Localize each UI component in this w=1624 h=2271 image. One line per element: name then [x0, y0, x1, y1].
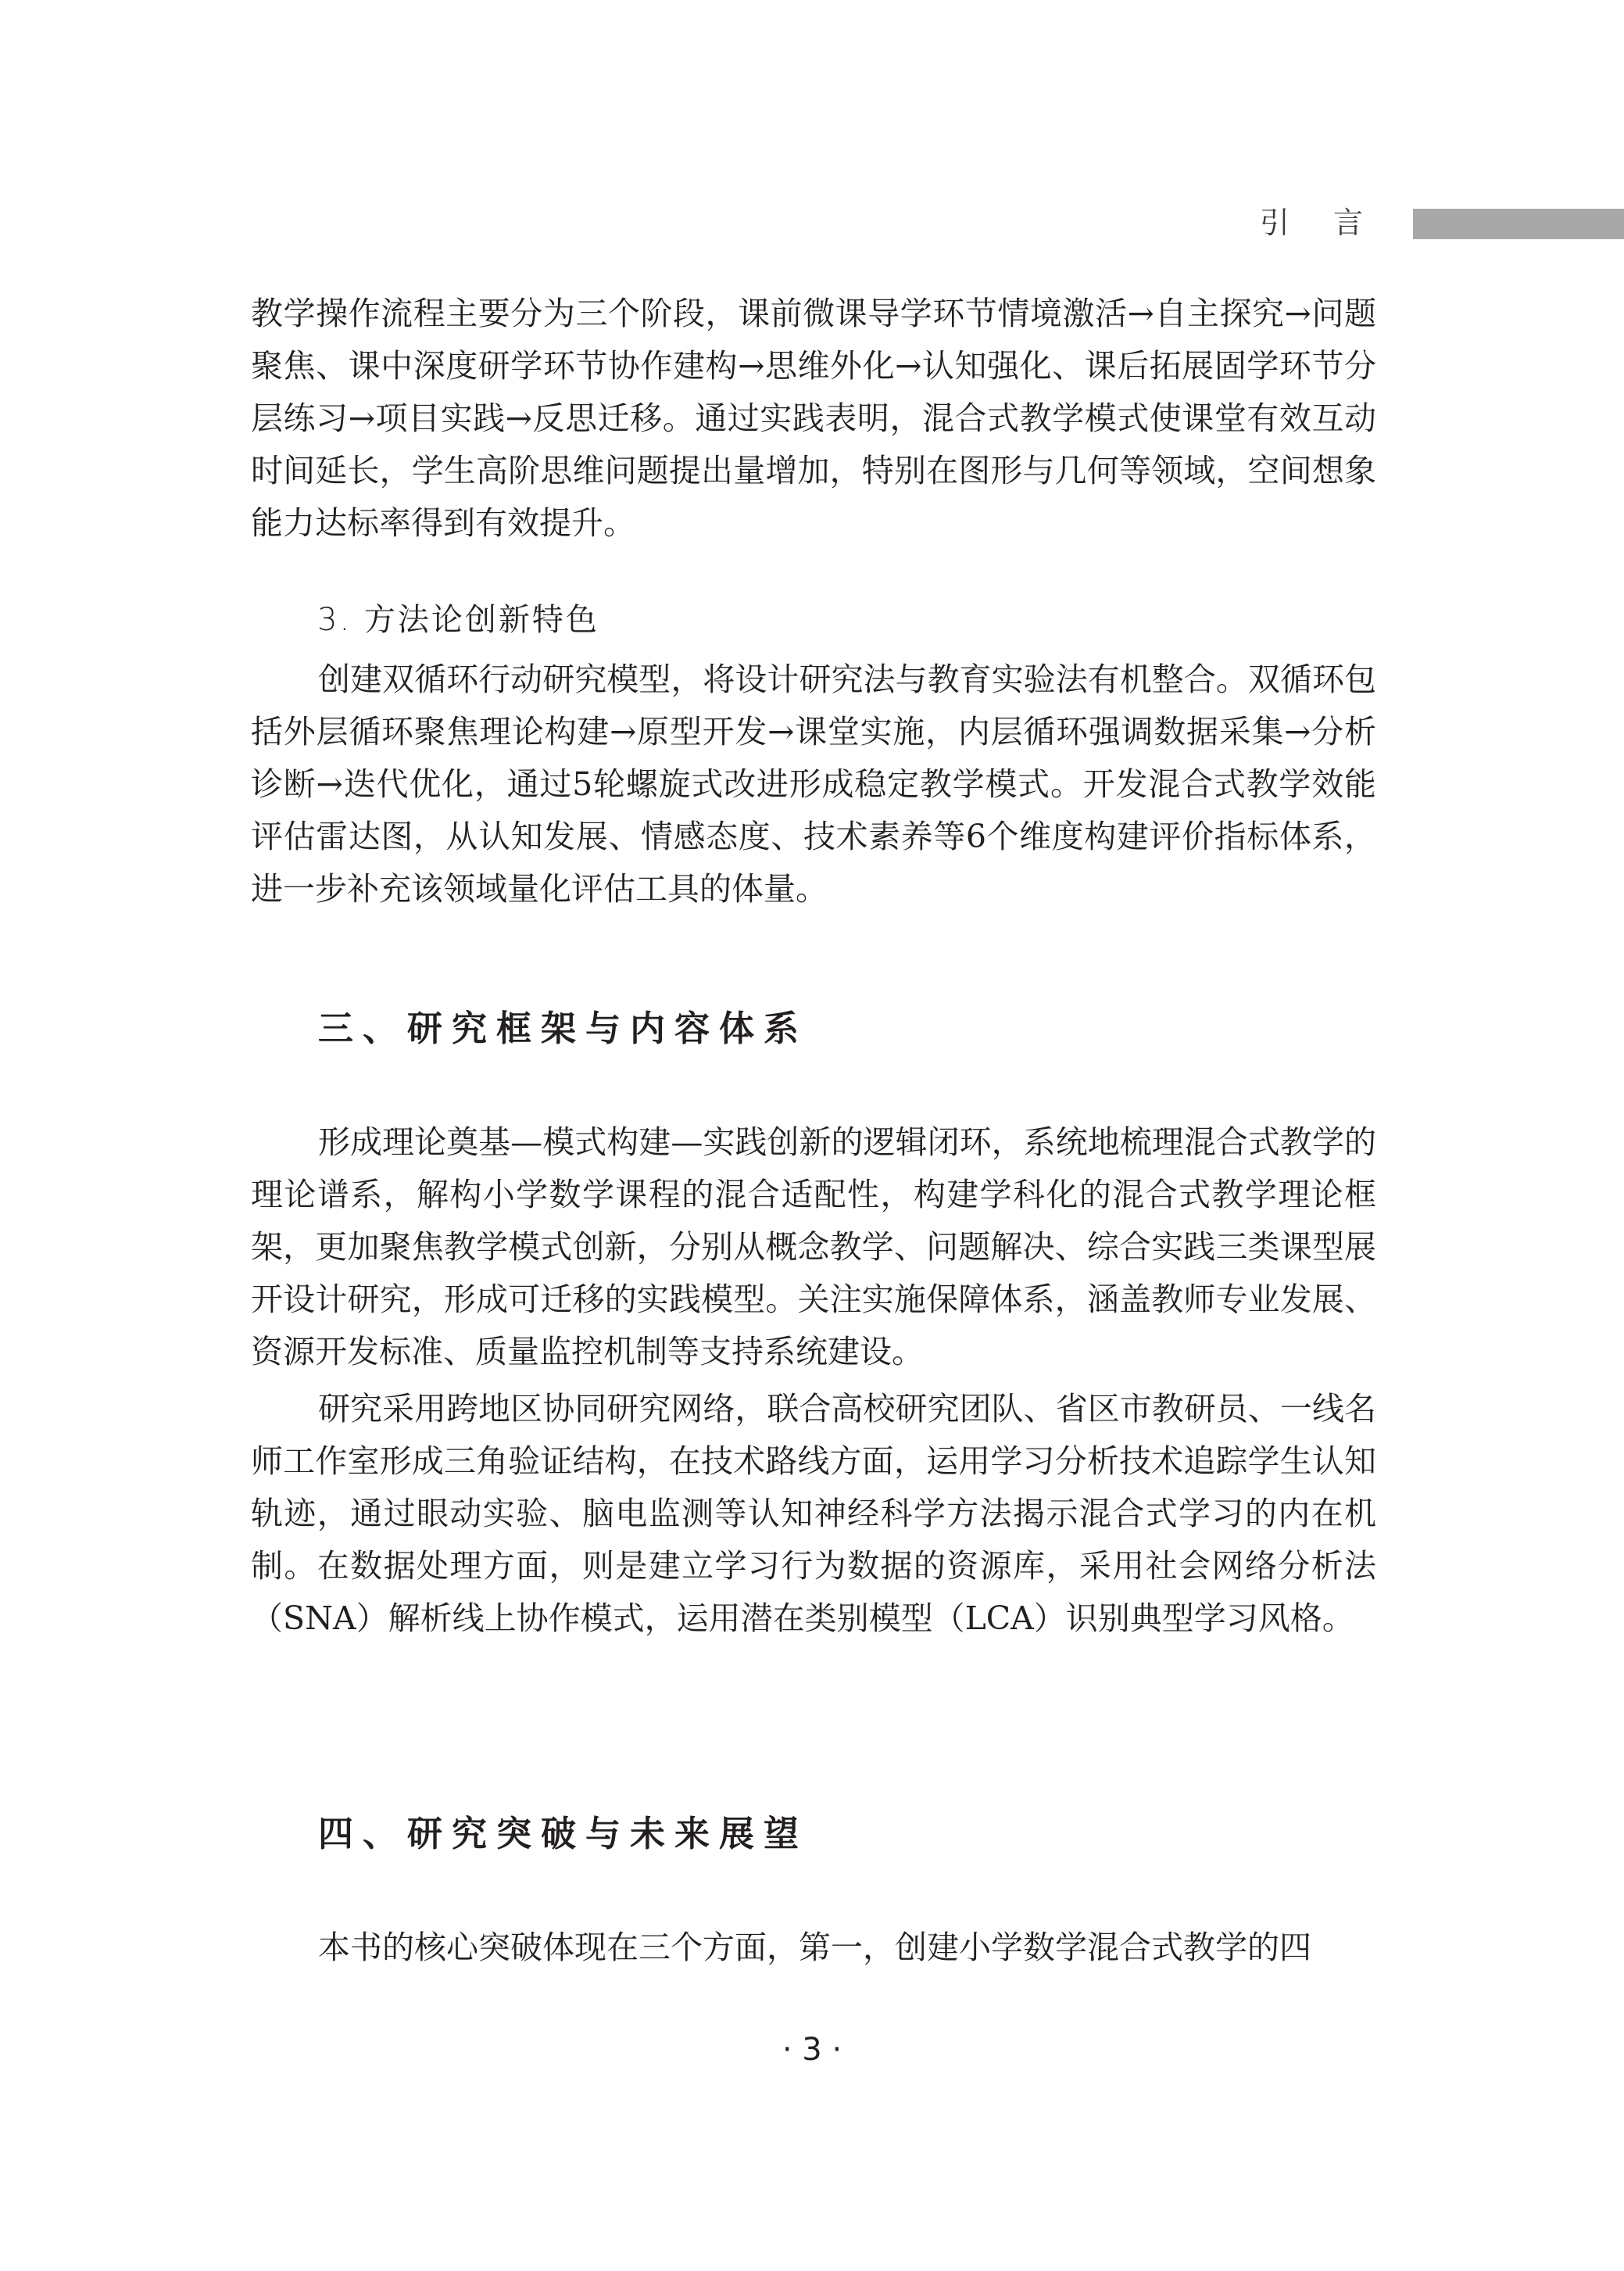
paragraph-double-loop-model: 创建双循环行动研究模型，将设计研究法与教育实验法有机整合。双循环包括外层循环聚焦理论构建→原型开发→课堂实施，内层循环强调数据采集→分析诊断→迭代优化，通过5轮螺旋式改进形成稳定教学模式。开发混合式教学效能评估雷达图，从认知发展、情感态度、技术素养等6个维度构建评价指标体系，进一步补充该领域量化评估工具的体量。	[251, 661, 1376, 908]
header-section-label: 引言	[1260, 206, 1408, 240]
paragraph-core-breakthroughs: 本书的核心突破体现在三个方面，第一，创建小学数学混合式教学的四	[318, 1929, 1311, 1966]
paragraph-research-network: 研究采用跨地区协同研究网络，联合高校研究团队、省区市教研员、一线名师工作室形成三角验证结构，在技术路线方面，运用学习分析技术追踪学生认知轨迹，通过眼动实验、脑电监测等认知神经科学方法揭示混合式学习的内在机制。在数据处理方面，则是建立学习行为数据的资源库，采用社会网络分析法（SNA）解析线上协作模式，运用潜在类别模型（LCA）识别典型学习风格。	[251, 1390, 1376, 1637]
paragraph-teaching-process: 教学操作流程主要分为三个阶段，课前微课导学环节情境激活→自主探究→问题聚焦、课中深度研学环节协作建构→思维外化→认知强化、课后拓展固学环节分层练习→项目实践→反思迁移。通过实践表明，混合式教学模式使课堂有效互动时间延长，学生高阶思维问题提出量增加，特别在图形与几何等领域，空间想象能力达标率得到有效提升。	[251, 295, 1376, 542]
section-heading-breakthroughs: 四、研究突破与未来展望	[318, 1813, 809, 1854]
subheading-methodology: 3. 方法论创新特色	[317, 602, 599, 638]
section-heading-framework: 三、研究框架与内容体系	[318, 1008, 809, 1049]
header-gray-bar	[1413, 209, 1624, 239]
page-number: · 3 ·	[782, 2032, 842, 2068]
paragraph-framework: 形成理论奠基—模式构建—实践创新的逻辑闭环，系统地梳理混合式教学的理论谱系，解构小学数学课程的混合适配性，构建学科化的混合式教学理论框架，更加聚焦教学模式创新，分别从概念教学、问题解决、综合实践三类课型展开设计研究，形成可迁移的实践模型。关注实施保障体系，涵盖教师专业发展、资源开发标准、质量监控机制等支持系统建设。	[251, 1123, 1376, 1370]
